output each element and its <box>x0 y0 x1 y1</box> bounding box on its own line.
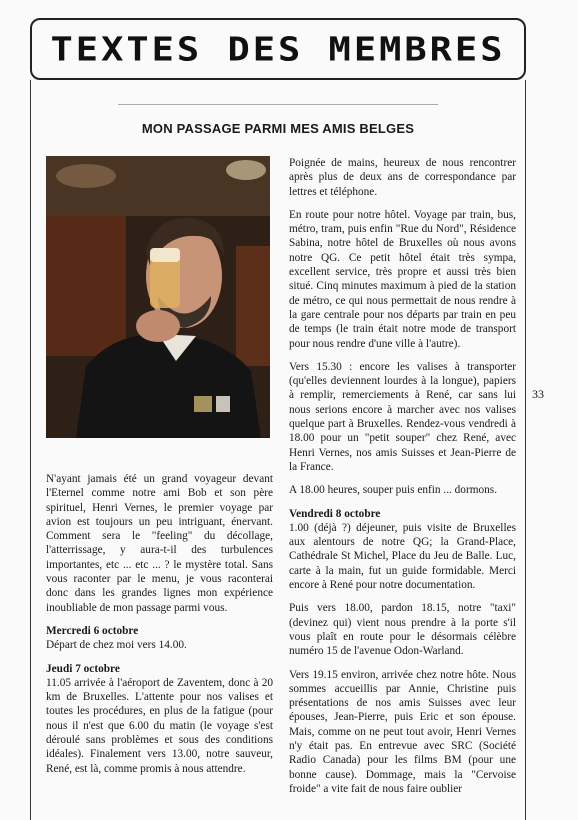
paragraph: Départ de chez moi vers 14.00. <box>46 639 187 652</box>
paragraph: Puis vers 18.00, pardon 18.15, notre "taxi" (devinez qui) vient nous prendre à la porte s'il vous plaît en route pour le désormais célèbre numéro 15 de l'avenue Odon-Warland. <box>289 602 516 658</box>
paragraph: 11.05 arrivée à l'aéroport de Zaventem, donc à 20 km de Bruxelles. L'attente pour nos valises et toutes les procédures, en plus de la fatigue (pour nous il n'est que 6.00 du matin (le voyage s'est déroulé sans problèmes et sous des conditions idéales). Finalement vers 13.00, notre sauveur, René, est là, comme promis à nous attendre. <box>46 676 273 775</box>
paragraph: A 18.00 heures, souper puis enfin ... dormons. <box>289 484 498 497</box>
section-header-title: TEXTES DES MEMBRES <box>50 29 506 69</box>
paragraph: Vers 19.15 environ, arrivée chez notre hôte. Nous sommes accueillis par Annie, Christine puis présentations de nos amis Suisses avec leur épouses, Jean-Pierre, puis Eric et son épouse. Mais, comme on ne peut tout avoir, Henri Vernes n'y était pas. En entrevue avec SRC (Société Radio Canada) pour les films BM (pour une bonne cause). Dommage, mais la "Cervoise froide" a vite fait de nous faire oublier <box>289 668 516 795</box>
paragraph: Vers 15.30 : encore les valises à transporter (qu'elles deviennent lourdes à la longue), papiers à remplir, remerciements à René, car sans lui nous serions encore à marcher avec nos valises quelque part à Bruxelles. Rendez-vous vendredi à 18.00 pour un "petit souper" chez René, avec Henri Vernes, nos amis Suisses et Jean-Pierre de la France. <box>289 360 516 473</box>
paragraph: Poignée de mains, heureux de nous rencontrer après plus de deux ans de correspondance par lettres et téléphone. <box>289 157 516 198</box>
right-column <box>289 156 516 805</box>
title-divider <box>118 104 438 105</box>
heading-friday: Vendredi 8 octobre <box>289 507 381 520</box>
intro-paragraph: N'ayant jamais été un grand voyageur devant l'Eternel comme notre ami Bob et son père spirituel, Henri Vernes, le premier voyage par avion est toujours un peu intriguant, énervant. Comment sera le "feeling" du décollage, l'atterrissage, y aura-t-il des turbulences importantes, etc ... etc ... ? le mystère total. Sans vous raconter par le menu, je vous raconterai donc dans les grandes lignes mon expérience inoubliable de mon passage parmi vous. <box>46 473 273 614</box>
section-header-box <box>30 18 526 80</box>
article-title: MON PASSAGE PARMI MES AMIS BELGES <box>141 121 415 136</box>
left-column <box>46 472 273 785</box>
heading-wednesday: Mercredi 6 octobre <box>46 624 139 637</box>
article-photo <box>46 156 270 438</box>
heading-thursday: Jeudi 7 octobre <box>46 662 120 675</box>
paragraph: 1.00 (déjà ?) déjeuner, puis visite de Bruxelles aux alentours de notre QG; la Grand-Place, Cathédrale St Michel, Place du Jeu de Balle. Luc, carte à la main, fut un guide formidable. Merci encore à René pour notre documentation. <box>289 521 516 592</box>
paragraph: En route pour notre hôtel. Voyage par train, bus, métro, tram, puis enfin "Rue du Nord", Résidence Sabina, notre hôtel de Bruxelles où nous avons notre QG. Ce petit hôtel était très sympa, excellent service, très propre et aussi très bien situé. Cinq minutes maximum à pied de la station de métro, ce qui nous permettait de nous rendre à la gare centrale pour nos départs par train en peu de temps (le train était notre mode de transport pour nous rendre d'une ville à l'autre). <box>289 208 516 350</box>
page-number: 33 <box>532 387 544 401</box>
